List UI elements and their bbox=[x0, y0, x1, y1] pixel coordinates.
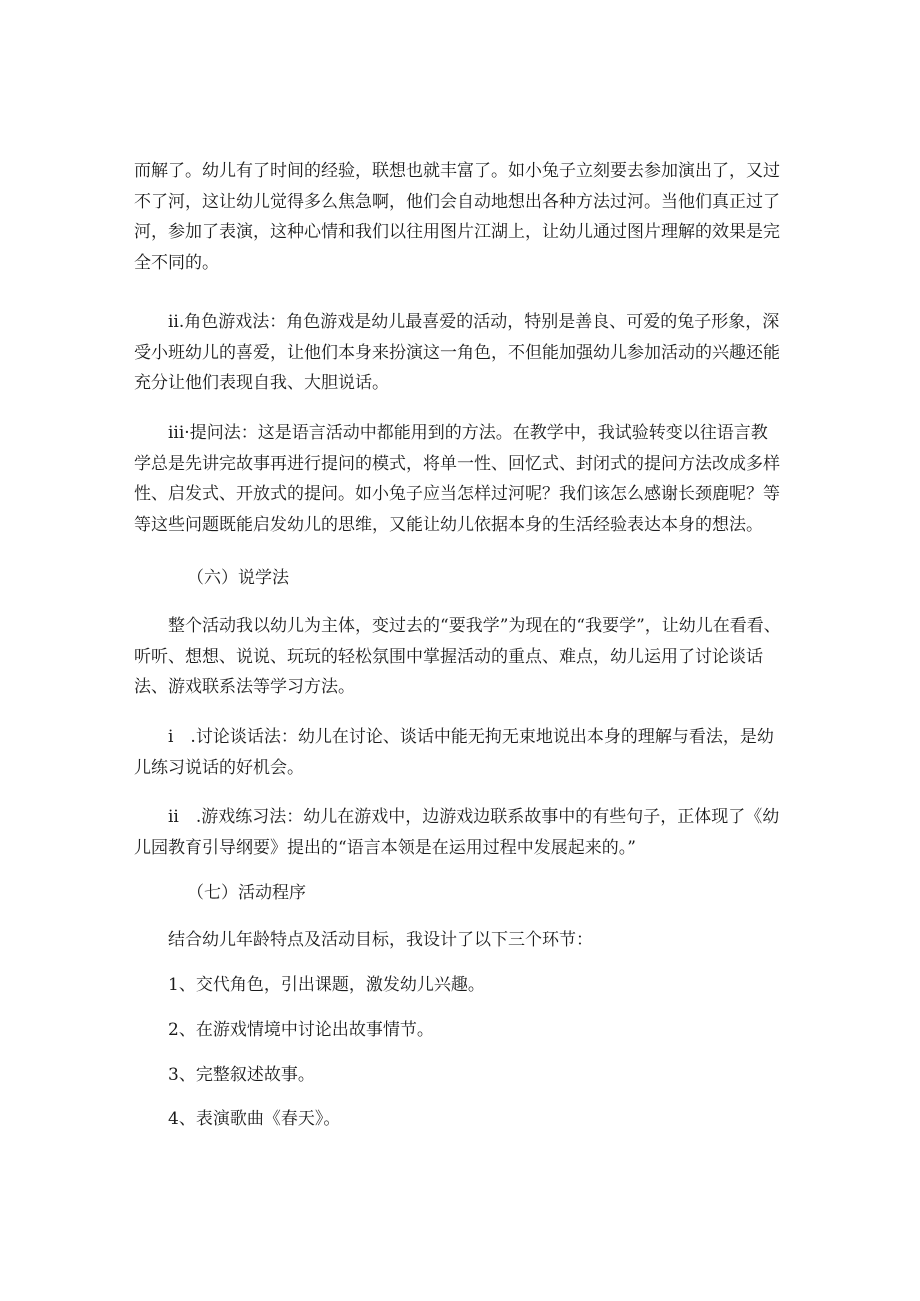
paragraph-learning-method: 整个活动我以幼儿为主体，变过去的“要我学”为现在的“我要学”，让幼儿在看看、听听、想想、说说、玩玩的轻松氛围中掌握活动的重点、难点，幼儿运用了讨论谈话法、游戏联系法等学习方法。 bbox=[134, 616, 781, 697]
paragraph-procedure-intro: 结合幼儿年龄特点及活动目标，我设计了以下三个环节： bbox=[168, 930, 593, 950]
paragraph-role-play-method: ii.角色游戏法：角色游戏是幼儿最喜爱的活动，特别是善良、可爱的兔子形象，深受小班幼儿的喜爱，让他们本身来扮演这一角色，不但能加强幼儿参加活动的兴趣还能充分让他们表现自我、大胆说话。 bbox=[134, 312, 780, 393]
list-item-step-3: 3、完整叙述故事。 bbox=[168, 1065, 315, 1085]
paragraph-discussion-method: i .讨论谈话法：幼儿在讨论、谈话中能无拘无束地说出本身的理解与看法，是幼儿练习说话的好机会。 bbox=[134, 727, 774, 778]
section-heading-activity-procedure: （七）活动程序 bbox=[187, 883, 306, 903]
list-item-step-2: 2、在游戏情境中讨论出故事情节。 bbox=[168, 1020, 434, 1040]
section-heading-learning-method: （六）说学法 bbox=[187, 568, 289, 588]
list-item-step-4: 4、表演歌曲《春天》。 bbox=[168, 1109, 341, 1129]
paragraph-questioning-method: iii·提问法：这是语言活动中都能用到的方法。在教学中，我试验转变以往语言教学总是先讲完故事再进行提问的模式，将单一性、回忆式、封闭式的提问方法改成多样性、启发式、开放式的提问。如小兔子应当怎样过河呢？我们该怎么感谢长颈鹿呢？等等这些问题既能启发幼儿的思维，又能让幼儿依据本身的生活经验表达本身的想法。 bbox=[134, 423, 780, 535]
list-item-step-1: 1、交代角色，引出课题，激发幼儿兴趣。 bbox=[168, 975, 485, 995]
paragraph-game-practice-method: ii .游戏练习法：幼儿在游戏中，边游戏边联系故事中的有些句子，正体现了《幼儿园教育引导纲要》提出的“语言本领是在运用过程中发展起来的。” bbox=[134, 807, 780, 858]
paragraph-continuation: 而解了。幼儿有了时间的经验，联想也就丰富了。如小兔子立刻要去参加演出了，又过不了河，这让幼儿觉得多么焦急啊，他们会自动地想出各种方法过河。当他们真正过了河，参加了表演，这种心情和我们以往用图片江湖上，让幼儿通过图片理解的效果是完全不同的。 bbox=[134, 161, 780, 273]
